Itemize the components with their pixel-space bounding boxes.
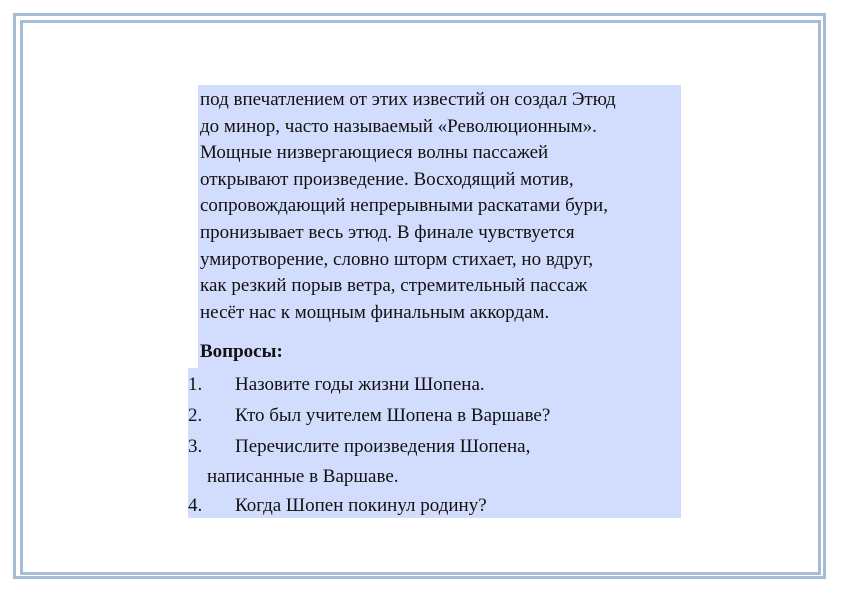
paragraph-line: под впечатлением от этих известий он создал Этюд — [200, 89, 616, 110]
question-text: Перечислите произведения Шопена, — [235, 436, 531, 457]
paragraph-line: открывают произведение. Восходящий мотив, — [200, 168, 574, 190]
paragraph-line: Мощные низвергающиеся волны пассажей — [200, 142, 549, 164]
question-number: 1. — [188, 374, 203, 395]
paragraph-line: несёт нас к мощным финальным аккордам. — [200, 301, 550, 323]
question-number: 4. — [188, 495, 203, 516]
questions-heading: Вопросы: — [200, 341, 283, 362]
paragraph-line: как резкий порыв ветра, стремительный пассаж — [200, 275, 588, 297]
body-paragraph — [200, 87, 680, 326]
paragraph-line: умиротворение, словно шторм стихает, но вдруг, — [200, 248, 594, 270]
paragraph-line: сопровождающий непрерывными раскатами бури, — [200, 195, 608, 217]
question-number: 3. — [188, 436, 203, 457]
question-text: Когда Шопен покинул родину? — [235, 495, 487, 516]
question-number: 2. — [188, 405, 203, 426]
question-text: Кто был учителем Шопена в Варшаве? — [235, 405, 551, 426]
paragraph-line: до минор, часто называемый «Революционным». — [200, 115, 597, 137]
question-text: Назовите годы жизни Шопена. — [235, 374, 485, 395]
question-text-continuation: написанные в Варшаве. — [207, 466, 399, 487]
paragraph-line: пронизывает весь этюд. В финале чувствуется — [200, 221, 575, 243]
